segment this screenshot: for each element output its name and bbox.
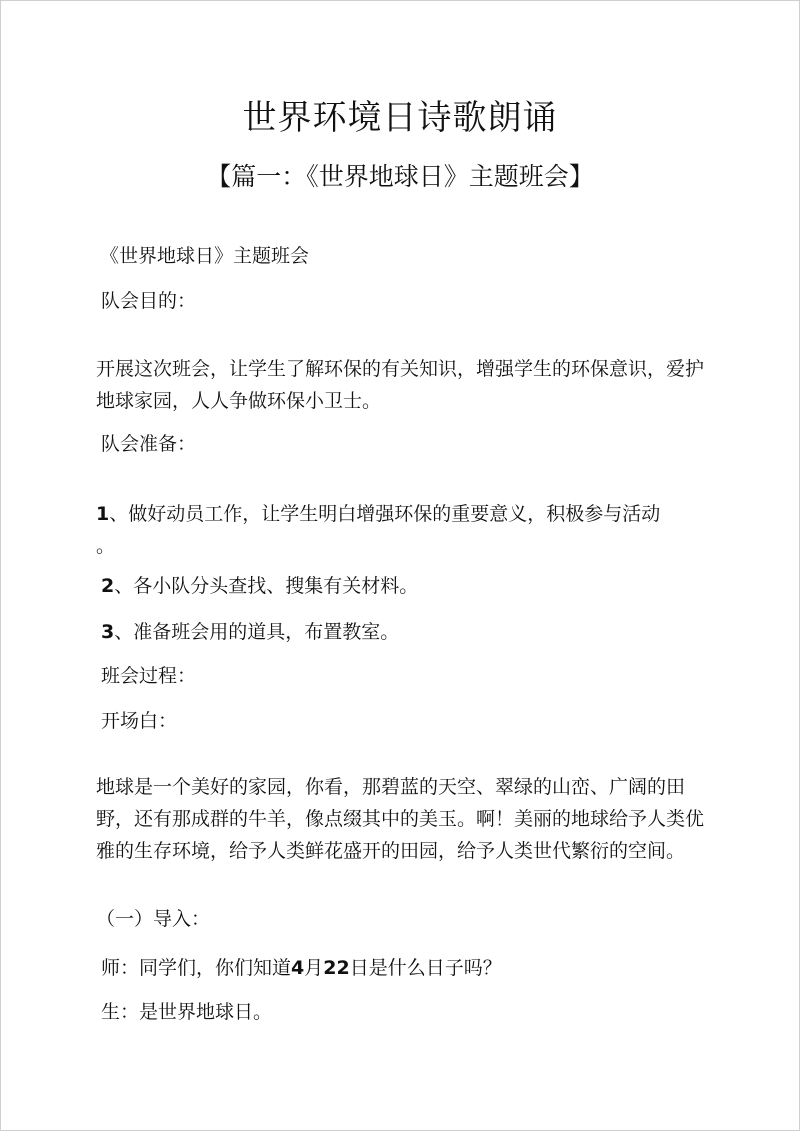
prep-item-1 bbox=[96, 498, 660, 530]
prep-label: 队会准备： bbox=[101, 433, 197, 455]
section-heading: 《世界地球日》主题班会 bbox=[100, 245, 310, 267]
purpose-paragraph: 开展这次班会，让学生了解环保的有关知识，增强学生的环保意识，爱护地球家园，人人争做环保小卫士。 bbox=[96, 358, 705, 412]
month-number: 4 bbox=[291, 957, 305, 979]
prep-item-text: 、做好动员工作，让学生明白增强环保的重要意义，积极参与活动 bbox=[109, 503, 661, 525]
document-subtitle: 【篇一：《世界地球日》主题班会】 bbox=[206, 162, 594, 191]
intro-label: （一）导入： bbox=[96, 908, 211, 930]
day-number: 22 bbox=[323, 957, 350, 979]
prep-item-3 bbox=[101, 616, 399, 648]
prep-item-number: 1 bbox=[96, 503, 110, 525]
opening-label: 开场白： bbox=[101, 710, 178, 732]
teacher-prefix: 师：同学们，你们知道 bbox=[101, 957, 292, 979]
teacher-line bbox=[101, 952, 502, 984]
prep-item-2 bbox=[101, 570, 418, 602]
prep-item-text: 、各小队分头查找、搜集有关材料。 bbox=[114, 575, 419, 597]
purpose-label: 队会目的： bbox=[101, 290, 197, 312]
teacher-suffix: 日是什么日子吗？ bbox=[349, 957, 502, 979]
opening-paragraph: 地球是一个美好的家园，你看，那碧蓝的天空、翠绿的山峦、广阔的田野，还有那成群的牛羊，像点缀其中的美玉。啊！美丽的地球给予人类优雅的生存环境，给予人类鲜花盛开的田园，给予人类世代繁衍的空间。 bbox=[96, 776, 705, 862]
document-title: 世界环境日诗歌朗诵 bbox=[242, 98, 558, 138]
prep-item-1-tail: 。 bbox=[96, 535, 116, 557]
prep-item-number: 3 bbox=[101, 621, 115, 643]
student-line: 生：是世界地球日。 bbox=[101, 1001, 273, 1023]
prep-item-text: 、准备班会用的道具，布置教室。 bbox=[114, 621, 400, 643]
month-unit: 月 bbox=[304, 957, 324, 979]
process-label: 班会过程： bbox=[101, 665, 197, 687]
prep-item-number: 2 bbox=[101, 575, 115, 597]
